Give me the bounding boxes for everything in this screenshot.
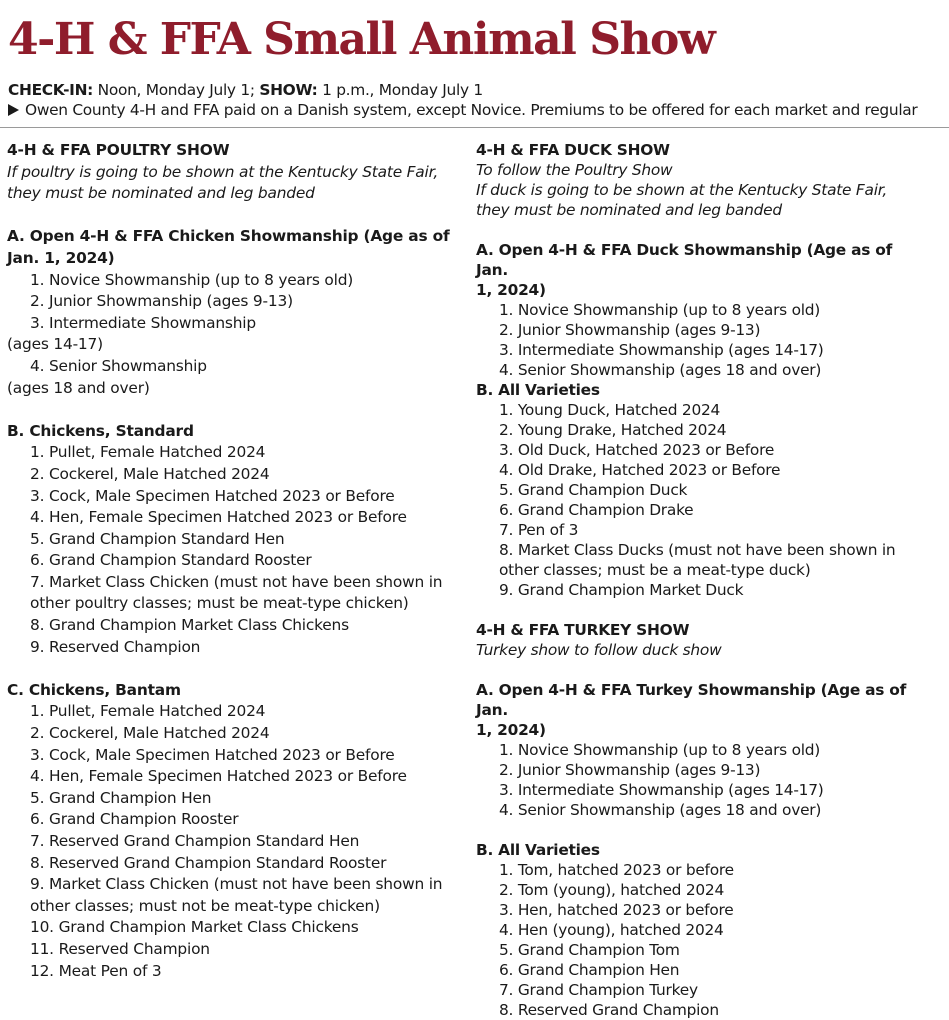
list-item: 2. Cockerel, Male Hatched 2024 (30, 724, 270, 743)
list-item: 6. Grand Champion Standard Rooster (30, 551, 312, 570)
list-item: 9. Grand Champion Market Duck (499, 581, 744, 599)
list-item: 1. Novice Showmanship (up to 8 years old) (499, 741, 821, 759)
list-item: 12. Meat Pen of 3 (30, 961, 162, 980)
turkey-showmanship-title: A. Open 4-H & FFA Turkey Showmanship (Age as of Jan. (476, 681, 907, 719)
list-item: 1. Tom, hatched 2023 or before (499, 861, 734, 879)
divider (0, 127, 949, 128)
list-item: other classes; must be a meat-type duck) (499, 561, 811, 579)
list-item: 8. Reserved Grand Champion Standard Rooster (30, 853, 387, 872)
list-item: 1. Young Duck, Hatched 2024 (499, 401, 721, 419)
list-item: 1. Pullet, Female Hatched 2024 (30, 443, 266, 462)
list-item: 3. Intermediate Showmanship (30, 313, 256, 332)
arrow-right-icon (8, 104, 19, 116)
list-item: 7. Pen of 3 (499, 521, 579, 539)
duck-showmanship-title: A. Open 4-H & FFA Duck Showmanship (Age as of Jan. (476, 241, 893, 279)
list-item: 3. Intermediate Showmanship (ages 14-17) (499, 781, 824, 799)
duck-turkey-column (476, 140, 924, 1020)
list-item: 8. Market Class Ducks (must not have been shown in (499, 541, 896, 559)
page-title: 4-H & FFA Small Animal Show (8, 14, 715, 65)
list-item: 4. Hen, Female Specimen Hatched 2023 or Before (30, 508, 407, 527)
duck-note: If duck is going to be shown at the Kentucky State Fair, (476, 181, 888, 199)
list-item: 1. Novice Showmanship (up to 8 years old) (499, 301, 821, 319)
list-item: 2. Junior Showmanship (ages 9-13) (499, 761, 761, 779)
list-item: 2. Junior Showmanship (ages 9-13) (499, 321, 761, 339)
duck-note: they must be nominated and leg banded (476, 201, 782, 219)
chicken-showmanship-title: Jan. 1, 2024) (7, 248, 115, 267)
list-item: 9. Reserved Champion (30, 637, 201, 656)
list-item: 11. Reserved Champion (30, 939, 210, 958)
list-item: 3. Intermediate Showmanship (ages 14-17) (499, 341, 824, 359)
list-item: 5. Grand Champion Tom (499, 941, 680, 959)
list-item: 4. Senior Showmanship (ages 18 and over) (499, 361, 822, 379)
list-item: 2. Cockerel, Male Hatched 2024 (30, 464, 270, 483)
chickens-bantam-title: C. Chickens, Bantam (7, 680, 181, 699)
list-item: 7. Grand Champion Turkey (499, 981, 698, 999)
intro (8, 80, 943, 120)
show-label: SHOW: (259, 81, 318, 99)
list-item: 6. Grand Champion Hen (499, 961, 680, 979)
list-item: 6. Grand Champion Drake (499, 501, 694, 519)
chickens-standard-title: B. Chickens, Standard (7, 421, 194, 440)
turkey-all-varieties-title: B. All Varieties (476, 841, 600, 859)
list-item: 3. Hen, hatched 2023 or before (499, 901, 734, 919)
turkey-note: Turkey show to follow duck show (476, 641, 722, 659)
list-item: 3. Cock, Male Specimen Hatched 2023 or Before (30, 486, 395, 505)
list-item: 7. Reserved Grand Champion Standard Hen (30, 832, 360, 850)
show-value: 1 p.m., Monday July 1 (322, 81, 483, 99)
list-item: 1. Pullet, Female Hatched 2024 (30, 702, 266, 721)
list-item: 4. Hen, Female Specimen Hatched 2023 or Before (30, 767, 407, 786)
turkey-showmanship-title: 1, 2024) (476, 721, 546, 739)
premium-note-line (8, 100, 943, 120)
poultry-show-header: 4-H & FFA POULTRY SHOW (7, 141, 230, 159)
schedule-line (8, 80, 943, 100)
list-item: 2. Tom (young), hatched 2024 (499, 881, 724, 899)
duck-note: To follow the Poultry Show (476, 161, 673, 179)
list-item: other poultry classes; must be meat-type chicken) (30, 594, 409, 613)
list-item: 4. Senior Showmanship (ages 18 and over) (499, 801, 822, 819)
list-item: 10. Grand Champion Market Class Chickens (30, 918, 359, 937)
checkin-label: CHECK-IN: (8, 81, 94, 99)
list-item: 5. Grand Champion Standard Hen (30, 529, 285, 548)
chicken-showmanship-title: A. Open 4-H & FFA Chicken Showmanship (Age as of (7, 227, 450, 246)
list-item: 3. Old Duck, Hatched 2023 or Before (499, 441, 775, 459)
list-item: 9. Market Class Chicken (must not have been shown in (30, 875, 443, 894)
premium-note: Owen County 4-H and FFA paid on a Danish system, except Novice. Premiums to be offered for each market and regular (25, 101, 918, 119)
poultry-note: If poultry is going to be shown at the Kentucky State Fair, (7, 162, 439, 181)
turkey-show-header: 4-H & FFA TURKEY SHOW (476, 621, 690, 639)
duck-showmanship-title: 1, 2024) (476, 281, 546, 299)
list-item: 8. Grand Champion Market Class Chickens (30, 616, 349, 635)
list-item: 4. Old Drake, Hatched 2023 or Before (499, 461, 781, 479)
list-item: 2. Junior Showmanship (ages 9-13) (30, 292, 293, 311)
list-item-continuation: (ages 14-17) (7, 335, 103, 354)
list-item: 1. Novice Showmanship (up to 8 years old) (30, 270, 354, 289)
poultry-show-column (7, 140, 457, 982)
list-item: 4. Hen (young), hatched 2024 (499, 921, 724, 939)
list-item: 7. Market Class Chicken (must not have been shown in (30, 572, 443, 591)
list-item: 6. Grand Champion Rooster (30, 810, 239, 829)
poultry-note: they must be nominated and leg banded (7, 184, 315, 203)
duck-all-varieties-title: B. All Varieties (476, 381, 600, 399)
list-item-continuation: (ages 18 and over) (7, 378, 150, 397)
duck-show-header: 4-H & FFA DUCK SHOW (476, 141, 670, 159)
list-item: 2. Young Drake, Hatched 2024 (499, 421, 727, 439)
checkin-value: Noon, Monday July 1; (97, 81, 255, 99)
list-item: other classes; must not be meat-type chicken) (30, 896, 380, 915)
list-item: 4. Senior Showmanship (30, 356, 207, 375)
list-item: 8. Reserved Grand Champion (499, 1001, 719, 1019)
list-item: 5. Grand Champion Hen (30, 788, 212, 807)
list-item: 3. Cock, Male Specimen Hatched 2023 or Before (30, 745, 395, 764)
list-item: 5. Grand Champion Duck (499, 481, 688, 499)
